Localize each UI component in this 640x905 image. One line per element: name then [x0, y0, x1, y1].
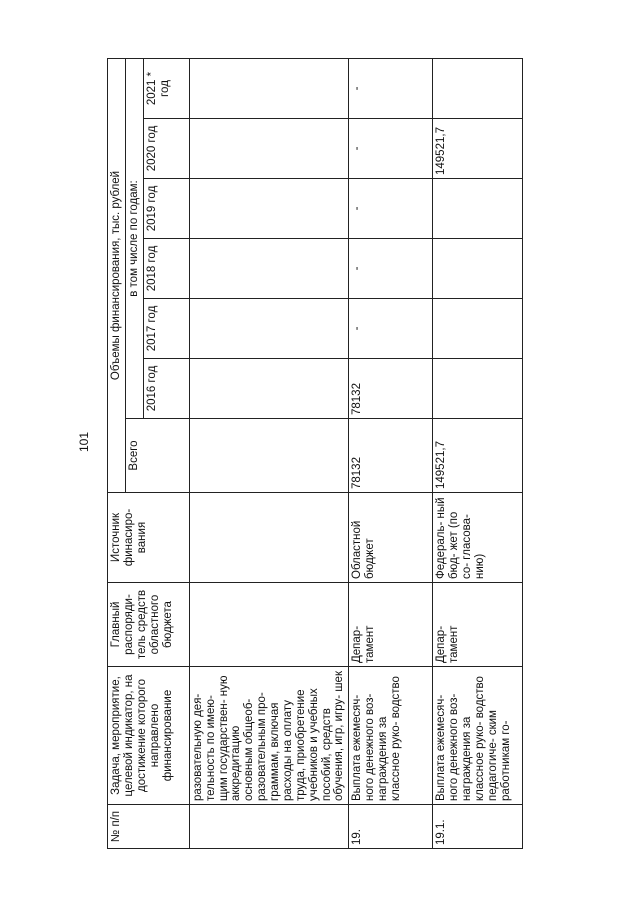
- cell-year-2017: [189, 299, 349, 359]
- cell-year-2016: 78132: [349, 359, 433, 419]
- cell-year-2021: [189, 58, 349, 118]
- cell-source: [189, 493, 349, 583]
- cell-year-2016: [433, 359, 523, 419]
- cell-num: 19.1.: [433, 805, 523, 849]
- cell-year-2017: [433, 299, 523, 359]
- header-including: в том числе по годам:: [125, 58, 143, 418]
- cell-year-2019: -: [349, 179, 433, 239]
- header-year-2019: 2019 год: [143, 179, 189, 239]
- header-year-2017: 2017 год: [143, 299, 189, 359]
- header-total: Всего: [125, 419, 189, 493]
- cell-year-2018: [433, 239, 523, 299]
- header-source: Источник финасиро- вания: [108, 493, 190, 583]
- table-row: [349, 58, 433, 848]
- cell-total: [189, 419, 349, 493]
- header-manager: Главный распоряди- тель средств областного бюджета: [108, 583, 190, 667]
- cell-task: Выплата ежемесяч- ного денежного воз- награждения за классное руко- водство: [349, 667, 433, 805]
- header-year-2020: 2020 год: [143, 119, 189, 179]
- cell-num: [189, 805, 349, 849]
- cell-year-2018: [189, 239, 349, 299]
- page-number: 101: [77, 431, 91, 453]
- rotated-page-content: [107, 59, 512, 849]
- cell-manager: Депар- тамент: [433, 583, 523, 667]
- table-row: [433, 58, 523, 848]
- cell-total: 149521,7: [433, 419, 523, 493]
- cell-year-2020: 149521,7: [433, 119, 523, 179]
- header-year-2018: 2018 год: [143, 239, 189, 299]
- table-row: [189, 58, 349, 848]
- cell-year-2017: -: [349, 299, 433, 359]
- cell-year-2021: -: [349, 58, 433, 118]
- cell-year-2020: [189, 119, 349, 179]
- cell-manager: Депар- тамент: [349, 583, 433, 667]
- cell-source: Федераль- ный бюд- жет (по со- гласова- нию): [433, 493, 523, 583]
- header-num: № п/п: [108, 805, 190, 849]
- cell-year-2021: [433, 58, 523, 118]
- header-financing: Объемы финансирования, тыс. рублей: [108, 58, 126, 492]
- cell-num: 19.: [349, 805, 433, 849]
- cell-manager: [189, 583, 349, 667]
- cell-year-2019: [189, 179, 349, 239]
- financing-table: [107, 58, 523, 849]
- cell-year-2016: [189, 359, 349, 419]
- cell-year-2020: -: [349, 119, 433, 179]
- cell-source: Областной бюджет: [349, 493, 433, 583]
- cell-year-2019: [433, 179, 523, 239]
- header-year-2021: 2021 * год: [143, 58, 189, 118]
- cell-task: разовательную дея- тельность по имею- щим государствен- ную аккредитацию основным общеоб- разовательным про- граммам, включая расходы на оплату труда, приобретение учебников и учебных пособий, средств обучения, игр, игру- шек: [189, 667, 349, 805]
- header-year-2016: 2016 год: [143, 359, 189, 419]
- cell-task: Выплата ежемесяч- ного денежного воз- награждения за классное руко- водство педагогиче- ским работникам го-: [433, 667, 523, 805]
- header-task: Задача, мероприятие, целевой индикатор, на достижение которого направлено финансирование: [108, 667, 190, 805]
- cell-year-2018: -: [349, 239, 433, 299]
- cell-total: 78132: [349, 419, 433, 493]
